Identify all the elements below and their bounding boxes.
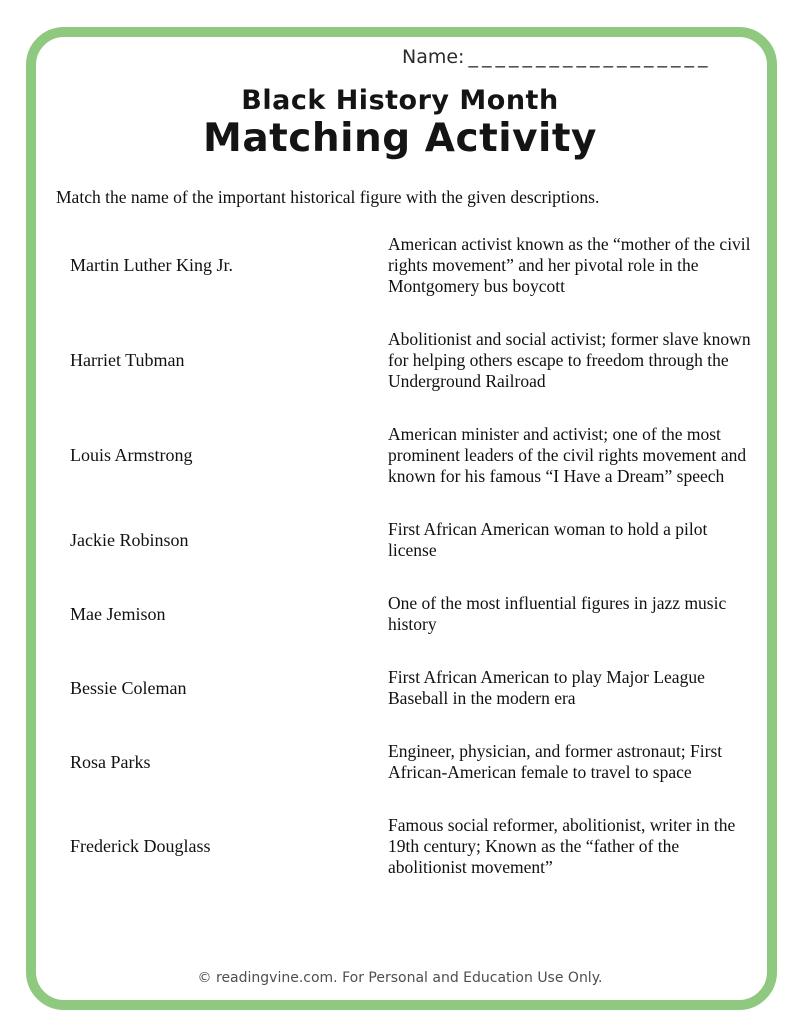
match-row xyxy=(70,593,762,635)
figure-name: Frederick Douglass xyxy=(70,836,211,856)
figure-name: Louis Armstrong xyxy=(70,445,193,465)
figure-name: Harriet Tubman xyxy=(70,350,185,370)
match-row xyxy=(70,329,762,392)
name-row xyxy=(402,46,711,68)
figure-description: Famous social reformer, abolitionist, writer in the 19th century; Known as the “father of the abolitionist movement” xyxy=(388,815,736,877)
match-row xyxy=(70,667,762,709)
title-line-small: Black History Month xyxy=(241,85,559,116)
figure-description: First African American to play Major League Baseball in the modern era xyxy=(388,667,705,708)
footer-copyright: © readingvine.com. For Personal and Education Use Only. xyxy=(197,970,603,986)
match-row xyxy=(70,519,762,561)
match-row xyxy=(70,424,762,487)
figure-name: Jackie Robinson xyxy=(70,529,189,550)
match-row xyxy=(70,815,762,878)
figure-name: Rosa Parks xyxy=(70,751,151,772)
figure-description: Engineer, physician, and former astronaut; First African-American female to travel to space xyxy=(388,741,723,782)
instructions-text: Match the name of the important historical figure with the given descriptions. xyxy=(56,187,600,207)
matching-list xyxy=(70,234,762,910)
figure-description: Abolitionist and social activist; former slave known for helping others escape to freedom through the Underground Railroad xyxy=(388,329,751,391)
title-line-large: Matching Activity xyxy=(203,116,597,161)
name-blank-line[interactable]: __________________ xyxy=(468,46,712,68)
match-row xyxy=(70,234,762,297)
match-row xyxy=(70,741,762,783)
figure-name: Bessie Coleman xyxy=(70,677,187,698)
figure-description: One of the most influential figures in jazz music history xyxy=(388,593,727,634)
figure-name: Mae Jemison xyxy=(70,603,166,624)
worksheet-title xyxy=(0,86,800,161)
figure-description: American minister and activist; one of the most prominent leaders of the civil rights movement and known for his famous “I Have a Dream” speech xyxy=(388,424,747,486)
figure-name: Martin Luther King Jr. xyxy=(70,255,233,275)
name-label: Name: xyxy=(402,46,465,68)
figure-description: First African American woman to hold a pilot license xyxy=(388,519,708,560)
figure-description: American activist known as the “mother of the civil rights movement” and her pivotal role in the Montgomery bus boycott xyxy=(388,234,751,296)
